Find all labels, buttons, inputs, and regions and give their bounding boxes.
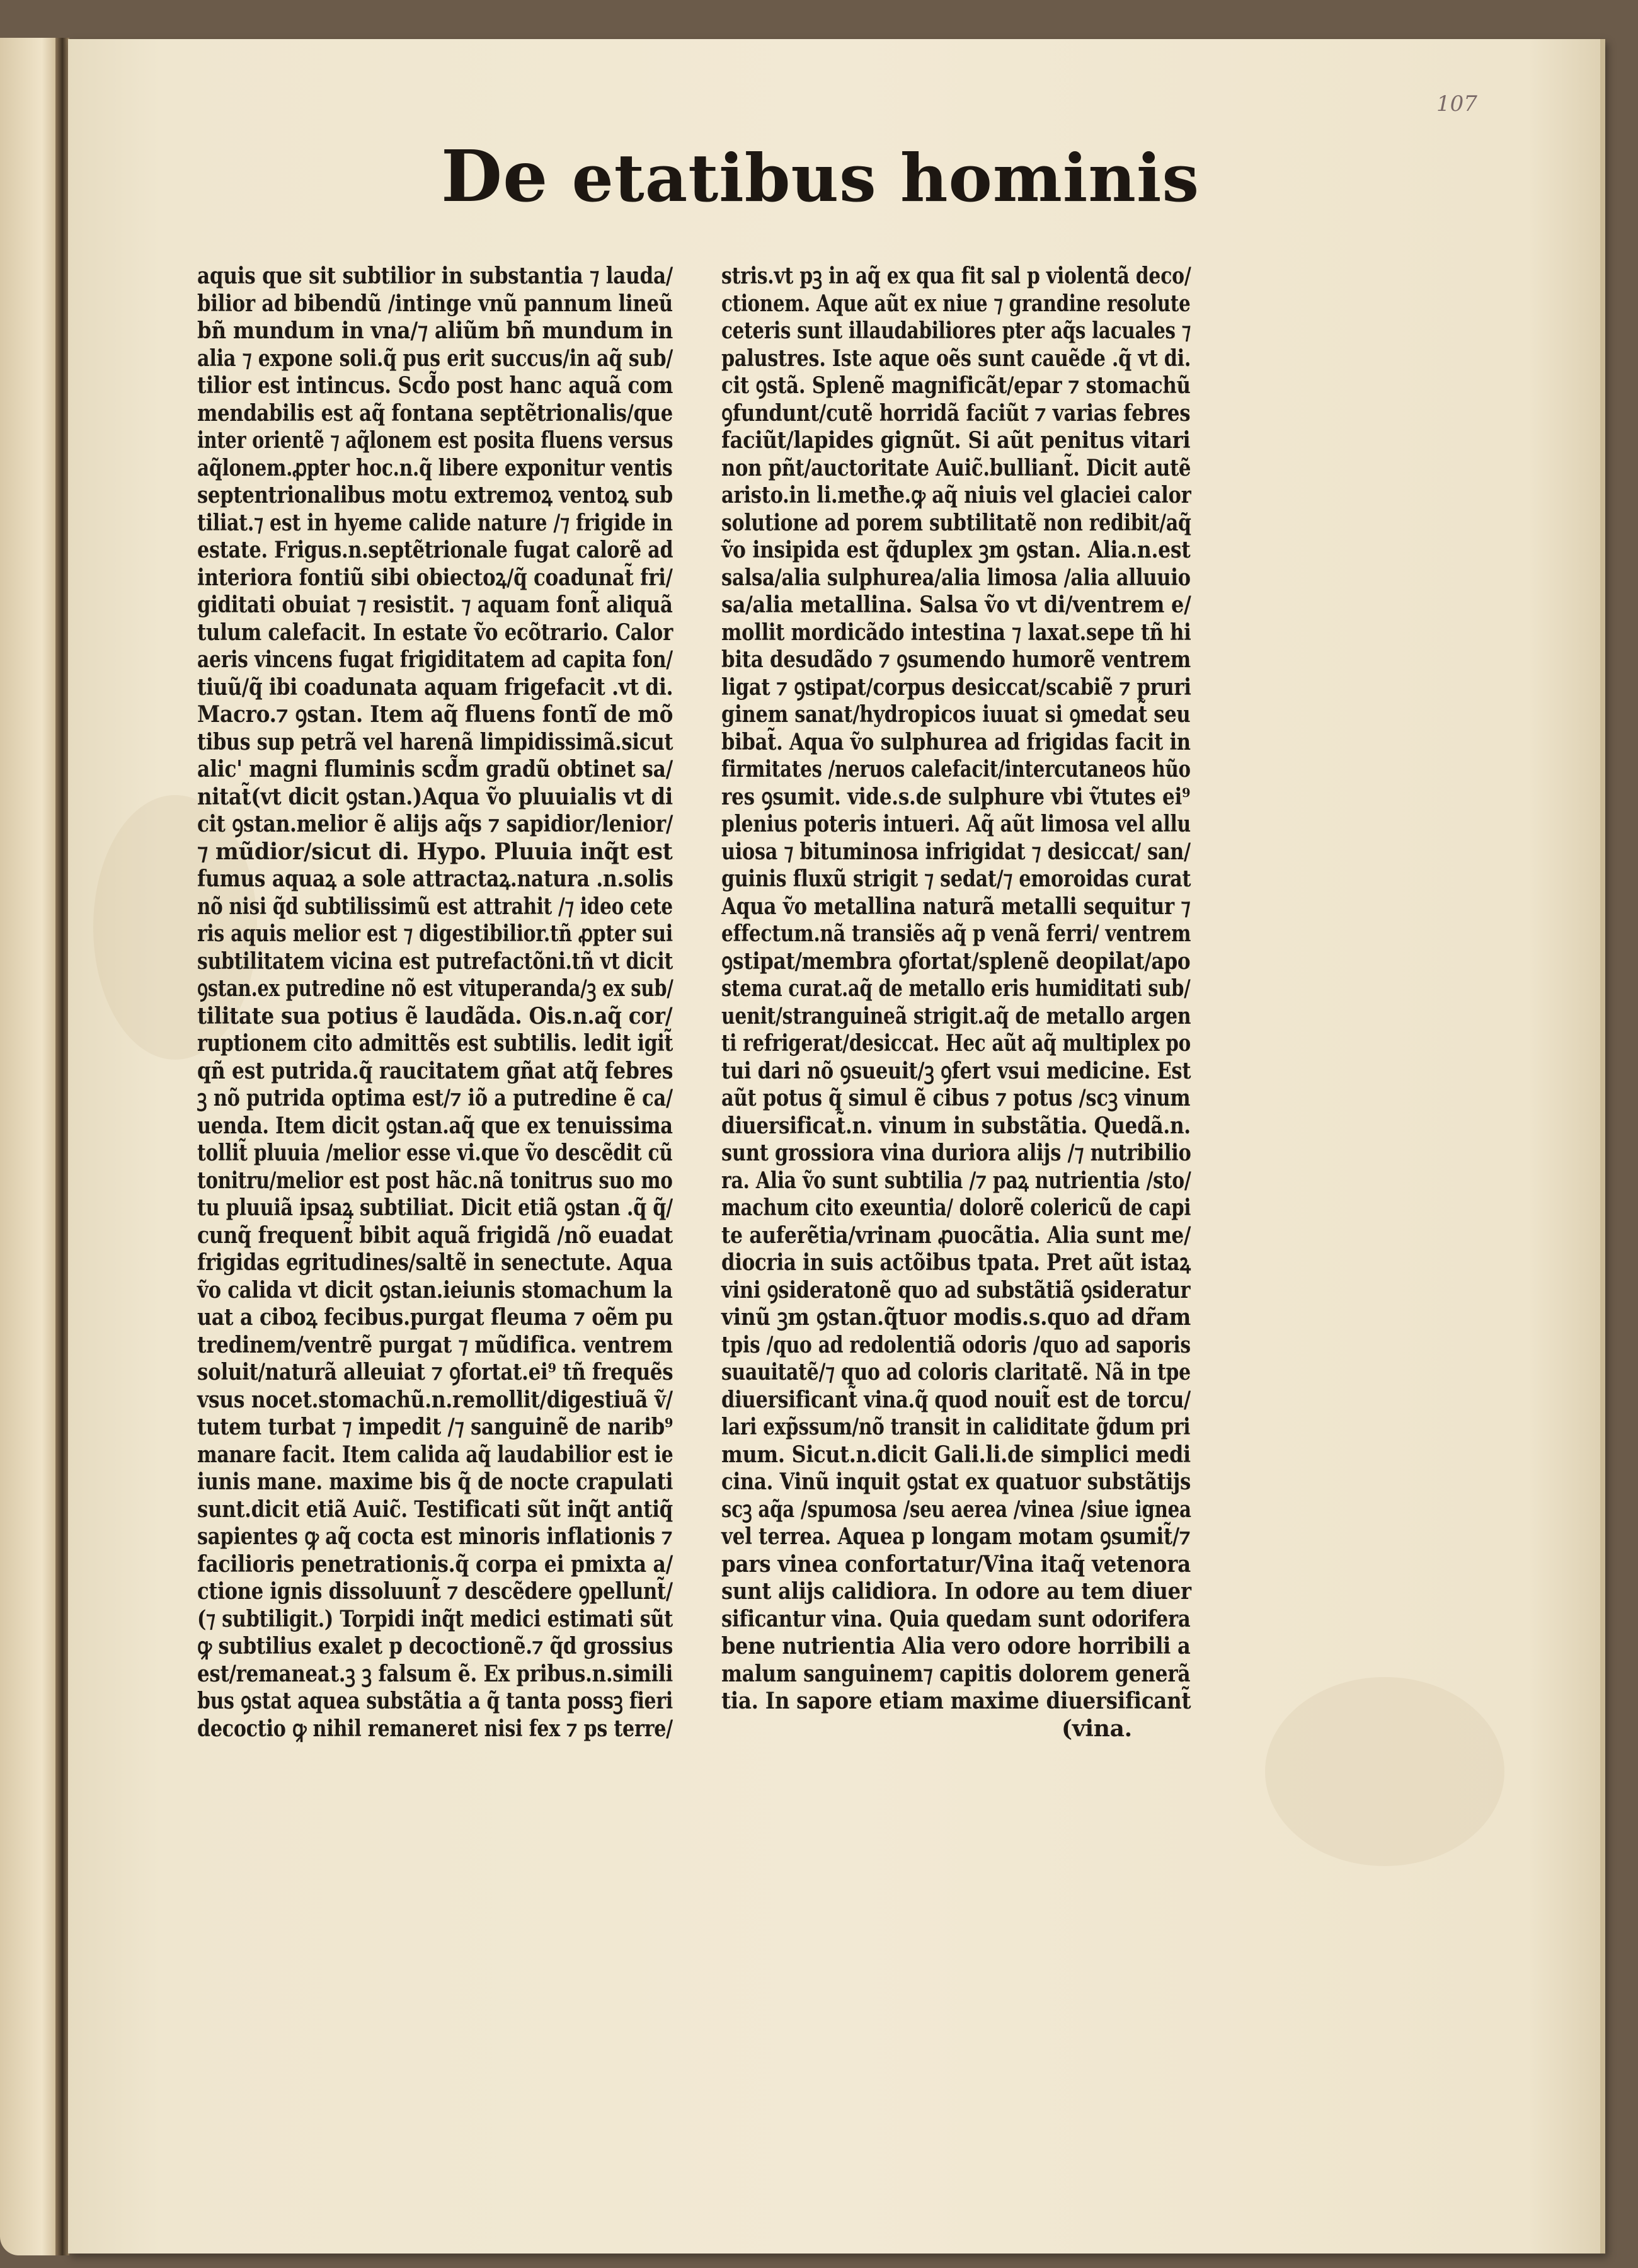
text-line: decoctio ꝙ nihil remaneret nisi fex ⁊ ps terre/	[197, 1715, 673, 1742]
text-line: (vina.	[1062, 1715, 1132, 1742]
text-line: ruptionem cito admittẽs est subtilis. ledit igit̃	[197, 1030, 673, 1057]
text-line: cina. Vinũ inquit ꝯstat ex quatuor substãtijs	[721, 1469, 1191, 1495]
right-text-column	[721, 263, 1191, 1743]
text-line: aquis que sit subtilior in substantia ⁊ lauda/	[197, 263, 673, 289]
text-line: fumus aquaꝝ a sole attractaꝝ.natura .n.solis	[197, 866, 673, 892]
text-line: solutione ad porem subtilitatẽ non redibit/aq̃	[721, 509, 1191, 536]
text-line: qñ est putrida.q̃ raucitatem gñat atq̃ febres	[197, 1057, 673, 1084]
text-line: aũt potus q̃ simul ẽ cibus ⁊ potus /scꝫ vinum	[721, 1085, 1191, 1111]
text-line: subtilitatem vicina est putrefactõni.tñ vt dicit	[197, 948, 673, 975]
text-line: vel terrea. Aquea p longam motam ꝯsumit̃/⁊	[721, 1523, 1191, 1550]
running-heading	[441, 135, 1260, 218]
text-line: soluit/naturã alleuiat ⁊ ꝯfortat.ei⁹ tñ frequẽs	[197, 1359, 673, 1385]
text-line: mollit mordicãdo intestina ⁊ laxat.sepe tñ hi	[721, 619, 1191, 646]
text-line: firmitates /neruos calefacit/intercutaneos hũo	[721, 756, 1191, 782]
paper-stain	[1265, 1677, 1504, 1866]
text-line: tiuũ/q̃ ibi coadunata aquam frigefacit .vt di.	[197, 673, 673, 701]
text-line: ꝯstipat/membra ꝯfortat/splenẽ deopilat/apo	[721, 948, 1191, 975]
text-line: interiora fontiũ sibi obiectoꝝ/q̃ coadunat̃ fri/	[197, 564, 673, 591]
text-line: uenda. Item dicit ꝯstan.aq̃ que ex tenuissima	[197, 1112, 673, 1139]
text-line: te auferẽtia/vrinam ꝓuocãtia. Alia sunt me/	[721, 1222, 1191, 1249]
text-line: salsa/alia sulphurea/alia limosa /alia alluuio	[721, 564, 1191, 591]
text-line: frigidas egritudines/saltẽ in senectute. Aqua	[197, 1249, 673, 1276]
text-line: bita desudãdo ⁊ ꝯsumendo humorẽ ventrem	[721, 646, 1191, 673]
text-line: ꝯstan.ex putredine nõ est vituperanda/ꝫ ex sub/	[197, 975, 673, 1002]
text-line: aristo.in li.metħe.ꝙ aq̃ niuis vel glaciei calor	[721, 482, 1191, 508]
text-line: ceteris sunt illaudabiliores pter aq̃s lacuales ⁊	[721, 318, 1191, 344]
text-line: iunis mane. maxime bis q̃ de nocte crapulati	[197, 1469, 673, 1495]
text-line: ꝯfundunt/cutẽ horridã faciũt ⁊ varias febres	[721, 399, 1191, 427]
text-line: uat a ciboꝝ fecibus.purgat fleuma ⁊ oẽm pu	[197, 1304, 673, 1331]
text-line: diocria in suis actõibus tpata. Pret aũt istaꝝ	[721, 1249, 1191, 1276]
page-fore-edge	[1600, 39, 1605, 2254]
text-line: vinũ ꝫm ꝯstan.q̃tuor modis.s.quo ad dr̃am	[721, 1304, 1191, 1331]
text-line: ginem sanat/hydropicos iuuat si ꝯmedat̃ seu	[721, 701, 1191, 728]
text-line: alia ⁊ expone soli.q̃ pus erit succus/in aq̃ sub/	[197, 345, 673, 372]
text-line: ꝫ nõ putrida optima est/⁊ iõ a putredine ẽ ca/	[197, 1085, 673, 1111]
text-line: alic' magni fluminis scd̃m gradũ obtinet sa/	[197, 756, 673, 782]
text-line: mendabilis est aq̃ fontana septẽtrionalis/que	[197, 399, 673, 427]
text-line: uenit/stranguineã strigit.aq̃ de metallo argen	[721, 1002, 1191, 1029]
text-line: tollit̃ pluuia /melior esse vi.que ṽo descẽdit cũ	[197, 1140, 673, 1166]
text-line: bilior ad bibendũ /intinge vnũ pannum lineũ	[197, 290, 673, 317]
text-line: cit ꝯstã. Splenẽ magnificãt/epar ⁊ stomachũ	[721, 372, 1191, 399]
text-line: cit ꝯstan.melior ẽ alijs aq̃s ⁊ sapidior/lenior/	[197, 811, 673, 837]
text-line: tiliat.⁊ est in hyeme calide nature /⁊ frigide in	[197, 509, 673, 536]
text-line: lari exp̃ssum/nõ transit in caliditate g̃dum pri	[721, 1414, 1191, 1440]
book-gutter	[55, 38, 69, 2255]
text-line: stris.vt pꝫ in aq̃ ex qua fit sal p violentã deco/	[721, 263, 1191, 289]
text-line: septentrionalibus motu extremoꝝ ventoꝝ sub	[197, 482, 673, 508]
text-line: bene nutrientia Alia vero odore horribili a	[721, 1633, 1191, 1659]
text-line: tilitate sua potius ẽ laudãda. Ois.n.aq̃ cor/	[197, 1002, 673, 1029]
text-line: mum. Sicut.n.dicit Gali.li.de simplici medi	[721, 1441, 1191, 1468]
text-line: ligat ⁊ ꝯstipat/corpus desiccat/scabiẽ ⁊ pruri	[721, 673, 1191, 701]
text-line: facilioris penetrationis.q̃ corpa ei pmixta a/	[197, 1550, 673, 1578]
text-line: tu pluuiã ipsaꝝ subtiliat. Dicit etiã ꝯstan .q̃ q̃/	[197, 1194, 673, 1221]
text-line: sunt grossiora vina duriora alijs /⁊ nutribilio	[721, 1140, 1191, 1166]
text-line: uiosa ⁊ bituminosa infrigidat ⁊ desiccat/ san/	[721, 838, 1191, 865]
text-line: tredinem/ventrẽ purgat ⁊ mũdifica. ventrem	[197, 1331, 673, 1358]
text-line: diuersificant̃ vina.q̃ quod nouit̃ est de torcu/	[721, 1386, 1191, 1413]
text-line: bibat̃. Aqua ṽo sulphurea ad frigidas facit in	[721, 728, 1191, 755]
text-line: est/remaneat.ꝫ ꝫ falsum ẽ. Ex pribus.n.simili	[197, 1660, 673, 1687]
folio-number: 107	[1436, 91, 1477, 117]
text-line: stema curat.aq̃ de metallo eris humiditati sub/	[721, 975, 1191, 1002]
text-line: ris aquis melior est ⁊ digestibilior.tñ ꝓpter sui	[197, 920, 673, 947]
text-line: tulum calefacit. In estate ṽo ecõtrario. Calor	[197, 619, 673, 646]
text-line: ꝙ subtilius exalet p decoctionẽ.⁊ q̃d grossius	[197, 1633, 673, 1659]
text-line: bñ mundum in vna/⁊ aliũm bñ mundum in	[197, 318, 673, 344]
text-line: ṽo calida vt dicit ꝯstan.ieiunis stomachum la	[197, 1276, 673, 1303]
text-line: sa/alia metallina. Salsa ṽo vt di/ventrem e/	[721, 592, 1191, 618]
text-line: diuersificat̃.n. vinum in substãtia. Quedã.n.	[721, 1112, 1191, 1139]
text-line: cunq̃ frequent̃ bibit aquã frigidã /nõ euadat	[197, 1222, 673, 1249]
text-line: sunt.dicit etiã Auic̃. Testificati sũt inq̃t antiq̃	[197, 1496, 673, 1523]
text-line: nitat̃(vt dicit ꝯstan.)Aqua ṽo pluuialis vt di	[197, 783, 673, 810]
text-line: nõ nisi q̃d subtilissimũ est attrahit /⁊ ideo cete	[197, 893, 673, 920]
text-line: faciũt/lapides gignũt. Si aũt penitus vitari	[721, 427, 1191, 454]
text-line: palustres. Iste aque oẽs sunt cauẽde .q̃ vt di.	[721, 345, 1191, 372]
text-line: res ꝯsumit. vide.s.de sulphure vbi ṽtutes ei⁹	[721, 783, 1191, 810]
text-line: malum sanguinem⁊ capitis dolorem generã	[721, 1660, 1191, 1687]
text-line: effectum.nã transiẽs aq̃ p venã ferri/ ventrem	[721, 920, 1191, 947]
text-line: bus ꝯstat aquea substãtia a q̃ tanta possꝫ fieri	[197, 1688, 673, 1714]
text-line: ctionem. Aque aũt ex niue ⁊ grandine resolute	[721, 290, 1191, 317]
heading-initial: De	[441, 135, 549, 218]
text-line: tpis /quo ad redolentiã odoris /quo ad saporis	[721, 1331, 1191, 1358]
left-text-column	[197, 263, 673, 1743]
text-line: inter orientẽ ⁊ aq̃lonem est posita fluens versus	[197, 427, 673, 454]
text-line: machum cito exeuntia/ dolorẽ colericũ de capi	[721, 1194, 1191, 1221]
text-line: Aqua ṽo metallina naturã metalli sequitur ⁊	[721, 893, 1191, 920]
text-line: aq̃lonem.ꝓpter hoc.n.q̃ libere exponitur ventis	[197, 454, 673, 481]
text-line: manare facit. Item calida aq̃ laudabilior est ie	[197, 1441, 673, 1468]
text-line: tui dari nõ ꝯsueuit/ꝫ ꝯfert vsui medicine. Est	[721, 1057, 1191, 1084]
text-line: sunt alijs calidiora. In odore au tem diuer	[721, 1578, 1191, 1605]
text-line: scꝫ aq̃a /spumosa /seu aerea /vinea /siue ignea	[721, 1496, 1191, 1523]
text-line: guinis fluxũ strigit ⁊ sedat/⁊ emoroidas curat	[721, 866, 1191, 892]
facing-page-edge	[0, 38, 60, 2255]
text-line: ra. Alia ṽo sunt subtilia /⁊ paꝝ nutrientia /sto/	[721, 1167, 1191, 1194]
text-line: sificantur vina. Quia quedam sunt odorifera	[721, 1605, 1191, 1632]
text-line: estate. Frigus.n.septẽtrionale fugat calorẽ ad	[197, 537, 673, 563]
text-line: tilior est intincus. Scd̃o post hanc aquã com	[197, 372, 673, 399]
text-line: plenius poteris intueri. Aq̃ aũt limosa vel allu	[721, 811, 1191, 837]
text-line: vsus nocet.stomachũ.n.remollit/digestiuã ṽ/	[197, 1386, 673, 1413]
text-line: Macro.⁊ ꝯstan. Item aq̃ fluens fontĩ de mõ	[197, 701, 673, 728]
text-line: vini ꝯsideratonẽ quo ad substãtiã ꝯsideratur	[721, 1276, 1191, 1303]
text-line: ti refrigerat/desiccat. Hec aũt aq̃ multiplex po	[721, 1030, 1191, 1057]
text-line: giditati obuiat ⁊ resistit. ⁊ aquam font̃ aliquã	[197, 592, 673, 618]
text-line: tibus sup petrã vel harenã limpidissimã.sicut	[197, 728, 673, 755]
text-line: pars vinea confortatur/Vina itaq̃ vetenora	[721, 1550, 1191, 1578]
heading-text: etatibus hominis	[571, 139, 1200, 217]
text-line: ⁊ mũdior/sicut di. Hypo. Pluuia inq̃t est	[197, 838, 673, 865]
text-line: sapientes ꝙ aq̃ cocta est minoris inflationis ⁊	[197, 1523, 673, 1550]
text-line: tia. In sapore etiam maxime diuersificant̃	[721, 1688, 1191, 1714]
text-line: tonitru/melior est post hãc.nã tonitrus suo mo	[197, 1167, 673, 1194]
text-line: (⁊ subtiligit.) Torpidi inq̃t medici estimati sũt	[197, 1605, 673, 1632]
text-line: suauitatẽ/⁊ quo ad coloris claritatẽ. Nã in tpe	[721, 1359, 1191, 1385]
text-line: ctione ignis dissoluunt̃ ⁊ descẽdere ꝯpellunt̃/	[197, 1578, 673, 1605]
text-line: non pñt/auctoritate Auic̃.bulliant̃. Dicit autẽ	[721, 454, 1191, 481]
text-line: ṽo insipida est q̃duplex ꝫm ꝯstan. Alia.n.est	[721, 537, 1191, 563]
text-line: aeris vincens fugat frigiditatem ad capita fon/	[197, 646, 673, 673]
text-line: tutem turbat ⁊ impedit /⁊ sanguinẽ de narib⁹	[197, 1414, 673, 1440]
